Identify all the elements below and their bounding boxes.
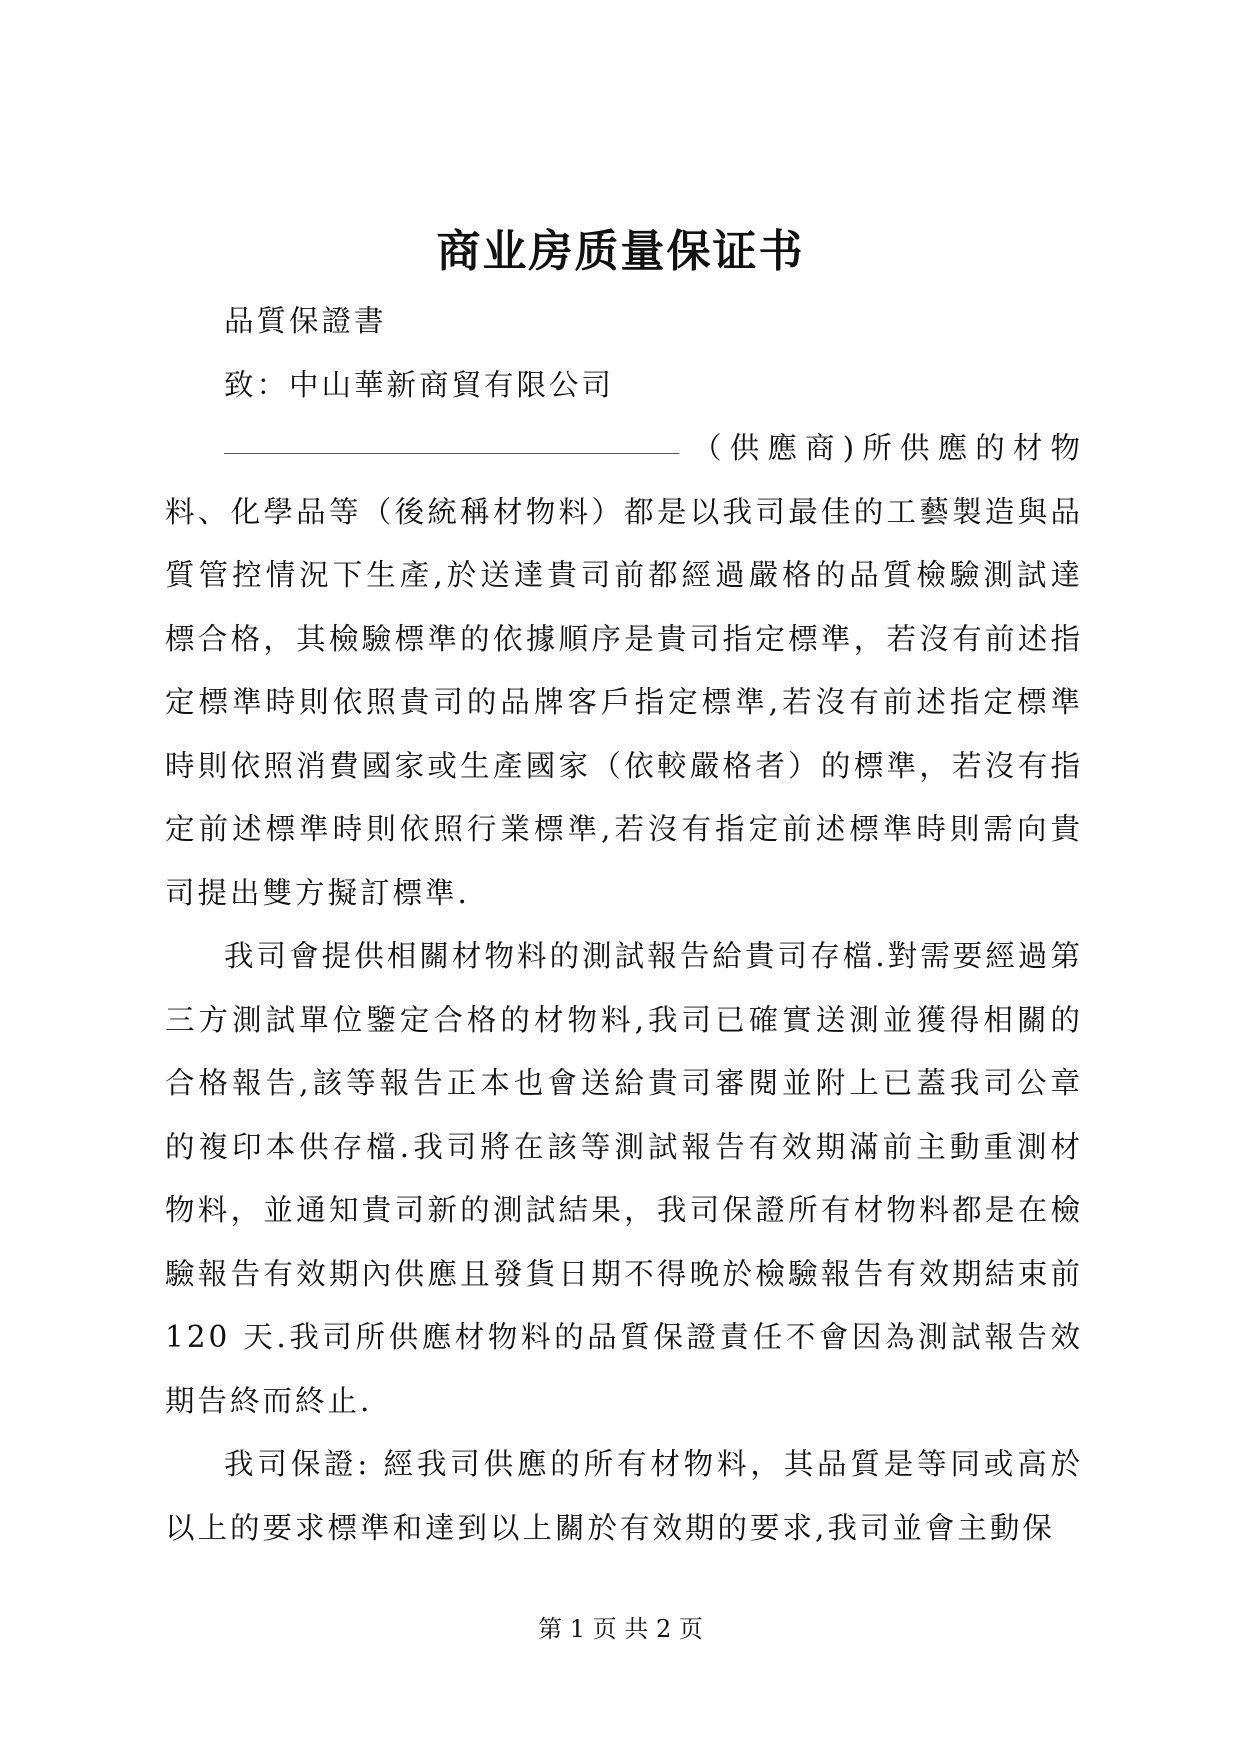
addressee-line: 致：中山華新商貿有限公司 [224, 367, 615, 402]
paragraph-quality-promise: 我司保證: 經我司供應的所有材物料，其品質是等同或高於以上的要求標準和達到以上關於有效期的要求,我司並會主動保 [165, 1447, 1083, 1545]
document-body [165, 290, 1083, 1560]
paragraph-test-reports: 我司會提供相關材物料的測試報告給貴司存檔.對需要經過第三方測試單位鑒定合格的材物料,我司已確實送測並獲得相關的合格報告,該等報告正本也會送給貴司審閱並附上已蓋我司公章的複印本供存檔.我司將在該等測試報告有效期滿前主動重測材物料，並通知貴司新的測試結果，我司保證所有材物料都是在檢驗報告有效期內供應且發貨日期不得晚於檢驗報告有效期結束前 120 天.我司所供應材物料的品質保證責任不會因為測試報告效期告終而終止. [165, 939, 1083, 1418]
subheading: 品質保證書 [224, 304, 387, 338]
document-title: 商业房质量保证书 [436, 226, 805, 277]
page-number-footer: 第 1 页 共 2 页 [538, 1615, 703, 1643]
paragraph-supplier-guarantee [165, 417, 1083, 925]
supplier-name-blank [224, 452, 679, 454]
paragraph-1-text: （供應商)所供應的材物料、化學品等（後統稱材物料）都是以我司最佳的工藝製造與品質管控情況下生產,於送達貴司前都經過嚴格的品質檢驗測試達標合格，其檢驗標準的依據順序是貴司指定標準，若沒有前述指定標準時則依照貴司的品牌客戶指定標準,若沒有前述指定標準時則依照消費國家或生產國家（依較嚴格者）的標準，若沒有指定前述標準時則依照行業標準,若沒有指定前述標準時則需向貴司提出雙方擬訂標準. [165, 431, 1083, 910]
